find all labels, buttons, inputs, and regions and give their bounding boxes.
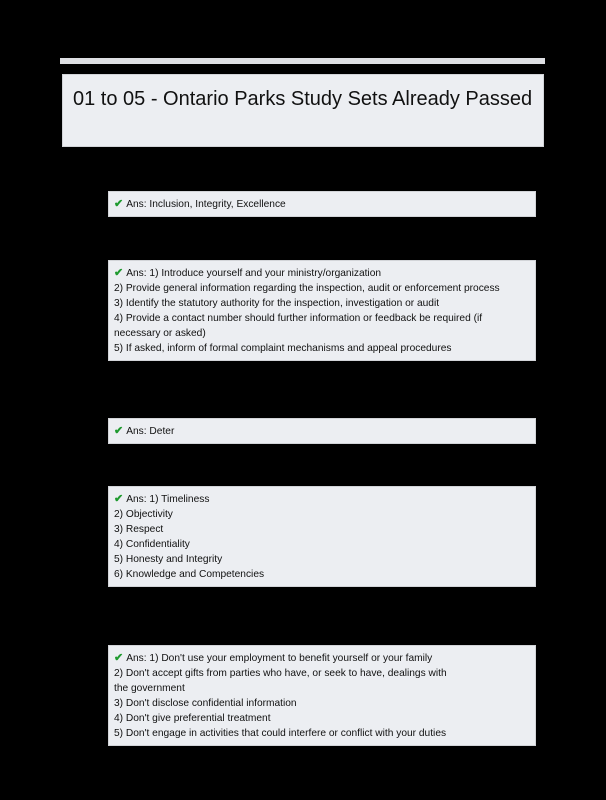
answer-line <box>114 197 530 212</box>
answer-text: Ans: 1) Don't use your employment to benefit yourself or your family <box>126 653 433 664</box>
answer-line: 3) Identify the statutory authority for the inspection, investigation or audit <box>114 298 440 309</box>
answer-box-2 <box>108 260 536 361</box>
answer-line <box>114 424 530 439</box>
checkmark-icon: ✔ <box>114 425 124 437</box>
answer-box-4 <box>108 486 536 587</box>
checkmark-icon: ✔ <box>114 267 124 279</box>
answer-text: Ans: Deter <box>126 426 175 437</box>
answer-line: 4) Confidentiality <box>114 539 190 550</box>
answer-line: 5) Don't engage in activities that could interfere or conflict with your duties <box>114 728 447 739</box>
answer-box-3 <box>108 418 536 444</box>
answer-line: 5) Honesty and Integrity <box>114 554 223 565</box>
page-title: 01 to 05 - Ontario Parks Study Sets Already Passed <box>73 88 533 110</box>
answer-line: 5) If asked, inform of formal complaint mechanisms and appeal procedures <box>114 343 452 354</box>
answer-box-1 <box>108 191 536 217</box>
answer-line: 4) Provide a contact number should further information or feedback be required (if <box>114 313 483 324</box>
answer-line: 2) Don't accept gifts from parties who have, or seek to have, dealings with <box>114 668 447 679</box>
answer-line: 2) Objectivity <box>114 509 173 520</box>
answer-line: 6) Knowledge and Competencies <box>114 569 265 580</box>
answer-box-5 <box>108 645 536 746</box>
answer-line: necessary or asked) <box>114 328 206 339</box>
checkmark-icon: ✔ <box>114 652 124 664</box>
answer-line <box>114 266 530 281</box>
header-divider <box>60 58 545 64</box>
answer-line: 3) Don't disclose confidential information <box>114 698 297 709</box>
answer-line: 3) Respect <box>114 524 164 535</box>
checkmark-icon: ✔ <box>114 493 124 505</box>
title-box <box>62 74 544 147</box>
answer-line <box>114 492 530 507</box>
answer-line <box>114 651 530 666</box>
checkmark-icon: ✔ <box>114 198 124 210</box>
answer-text: Ans: 1) Timeliness <box>126 494 210 505</box>
answer-line: 4) Don't give preferential treatment <box>114 713 271 724</box>
answer-line: 2) Provide general information regarding the inspection, audit or enforcement process <box>114 283 500 294</box>
answer-line: the government <box>114 683 185 694</box>
answer-text: Ans: 1) Introduce yourself and your ministry/organization <box>126 268 382 279</box>
answer-text: Ans: Inclusion, Integrity, Excellence <box>126 199 286 210</box>
